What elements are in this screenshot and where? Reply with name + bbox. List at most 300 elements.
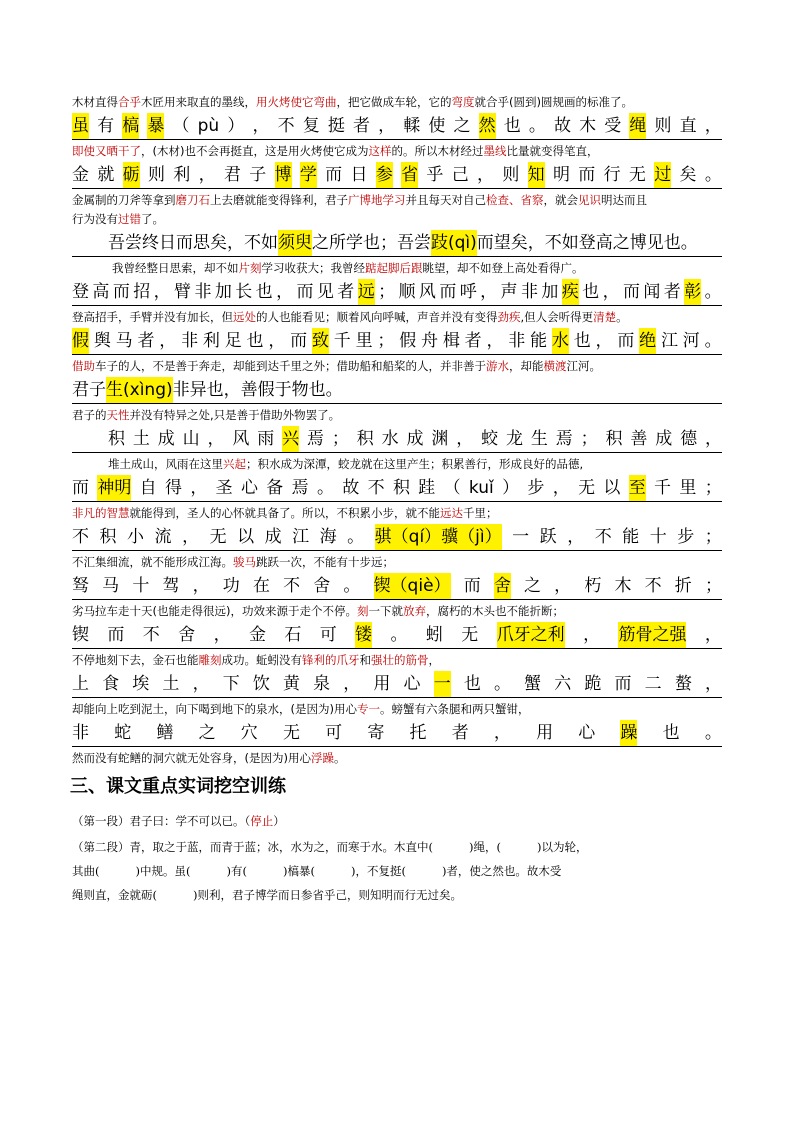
- highlighted-term: 砺: [123, 162, 140, 188]
- char: 者: [451, 723, 469, 743]
- char: 非: [72, 723, 89, 743]
- text: 绳则直，金就砺(: [72, 888, 157, 902]
- original-line: [72, 622, 722, 649]
- char: 行: [603, 165, 621, 185]
- char: 金: [248, 625, 266, 645]
- char: 善: [630, 429, 648, 449]
- char: 泉: [313, 674, 331, 694]
- char: ，: [182, 527, 200, 547]
- char: ，: [198, 165, 216, 185]
- char: 自: [139, 478, 157, 498]
- highlighted-term: 远: [358, 279, 375, 305]
- char: 跃: [539, 527, 557, 547]
- char: 风: [418, 282, 436, 302]
- char: 舟: [421, 331, 438, 351]
- char: 无: [628, 165, 646, 185]
- char: 而: [439, 282, 457, 302]
- char: 里: [355, 331, 373, 351]
- translation-line: [72, 750, 722, 767]
- text: 并且每天对自己: [405, 193, 486, 207]
- key-term: 磨刀石: [175, 193, 210, 207]
- char: ，: [456, 429, 474, 449]
- char: 招: [133, 282, 151, 302]
- highlighted-term: 疾: [562, 279, 579, 305]
- char: 己: [451, 165, 469, 185]
- text: 木材直得: [72, 95, 118, 109]
- char: 蟹: [524, 674, 542, 694]
- text: 君子的: [72, 408, 107, 422]
- char: 备: [266, 478, 284, 498]
- translation-line: [72, 407, 722, 424]
- char: 非: [508, 331, 526, 351]
- key-term: 劲疾: [497, 310, 521, 324]
- char: 小: [127, 527, 145, 547]
- char: 二: [644, 674, 662, 694]
- char: 海: [319, 527, 337, 547]
- char: 有: [97, 116, 115, 136]
- char: 者: [663, 282, 681, 302]
- text: ，就会: [543, 193, 578, 207]
- char: 跬: [418, 478, 436, 498]
- char: 不: [142, 625, 160, 645]
- original-line: [72, 720, 722, 747]
- text: ，: [428, 653, 440, 667]
- highlighted-term: 参: [376, 162, 393, 188]
- original-line: [72, 162, 722, 189]
- char: 。: [704, 331, 722, 351]
- char: 石: [284, 625, 302, 645]
- char: ，: [705, 429, 722, 449]
- key-term: 墨线: [483, 144, 507, 158]
- text: ,但人会听得更: [520, 310, 594, 324]
- char: ，: [190, 478, 208, 498]
- translation-line: [72, 505, 722, 522]
- char: 乎: [426, 165, 444, 185]
- translation-line: [72, 701, 722, 718]
- char: 江: [292, 527, 310, 547]
- exercise-line: [72, 809, 722, 833]
- text: 而望矣，不如登高之博见也。: [476, 233, 698, 253]
- text: 非异也，善假于物也。: [172, 380, 343, 400]
- char: 不: [283, 576, 301, 596]
- char: 螯: [674, 674, 692, 694]
- char: 加: [541, 282, 559, 302]
- text: 。螃蟹有六条腿和两只蟹钳，: [379, 702, 530, 716]
- char: ，: [213, 625, 231, 645]
- char: 跪: [584, 674, 602, 694]
- char: 加: [214, 282, 232, 302]
- char: 十: [132, 576, 150, 596]
- text: 和: [359, 653, 371, 667]
- text: 我曾经整日思索，却不如: [112, 261, 239, 275]
- char: 可: [319, 625, 337, 645]
- char: 而: [296, 282, 314, 302]
- char: 马: [102, 576, 120, 596]
- char: 心: [240, 478, 258, 498]
- char: 。: [704, 165, 722, 185]
- key-term: 踮起脚后跟: [365, 261, 423, 275]
- char: 非: [181, 331, 199, 351]
- highlighted-term: 骐（qí）骥（jì）: [375, 524, 502, 550]
- text: 车子的人，不是善于奔走，却能到达千里之外；借助船和船桨的人，并非善于: [95, 359, 486, 373]
- char: 生: [530, 429, 548, 449]
- key-term: 放弃: [402, 604, 426, 618]
- highlighted-term: 跂(qì): [431, 230, 477, 256]
- text: 行为没有: [72, 212, 118, 226]
- text: ；积水成为深潭，蛟龙就在这里产生；积累善行，形成良好的品德,: [246, 457, 584, 471]
- original-line: [72, 328, 722, 355]
- char: 上: [72, 674, 89, 694]
- char: 下: [222, 674, 240, 694]
- highlighted-term: 省: [401, 162, 418, 188]
- key-term: 清楚: [593, 310, 617, 324]
- key-term: 骏马: [233, 555, 256, 569]
- char: 。: [704, 282, 722, 302]
- key-term: 兴起: [223, 457, 246, 471]
- original-line: [72, 377, 722, 404]
- text: 君子: [72, 380, 106, 400]
- highlighted-term: 水: [552, 328, 569, 354]
- original-line: [72, 475, 722, 502]
- translation-line: [72, 652, 722, 669]
- char: 马: [115, 331, 133, 351]
- text: 江河。: [566, 359, 601, 373]
- char: 而: [325, 165, 343, 185]
- char: 舍: [178, 625, 196, 645]
- char: ；: [704, 576, 722, 596]
- char: 土: [162, 674, 180, 694]
- char: 埃: [132, 674, 150, 694]
- key-term: 见识: [578, 193, 601, 207]
- char: ，: [567, 527, 585, 547]
- char: ，: [493, 723, 511, 743]
- char: 之: [453, 116, 471, 136]
- char: 。: [343, 576, 361, 596]
- char: 楫: [442, 331, 460, 351]
- original-line: [72, 671, 722, 698]
- char: 河: [682, 331, 700, 351]
- char: 矣: [679, 165, 697, 185]
- translation-line: [72, 554, 722, 571]
- text: 了。: [141, 212, 164, 226]
- char: 渊: [431, 429, 449, 449]
- translation-line: [72, 143, 722, 160]
- char: 非: [194, 282, 212, 302]
- char: ，: [252, 116, 270, 136]
- text: 学习收获大；我曾经: [261, 261, 365, 275]
- char: ；: [580, 429, 598, 449]
- key-term: 这样: [368, 144, 392, 158]
- char: 水: [381, 429, 399, 449]
- char: 见: [316, 282, 334, 302]
- char: ；: [377, 331, 395, 351]
- char: 蚓: [425, 625, 443, 645]
- char: ；: [704, 478, 722, 498]
- char: 成: [264, 527, 282, 547]
- char: 朽: [584, 576, 602, 596]
- char: 可: [325, 723, 343, 743]
- translation-line: [72, 309, 722, 326]
- text: （第二段）青，取之于蓝，而青于蓝；冰，水为之，而寒于水。木直中(: [72, 840, 433, 854]
- char: 积: [108, 429, 125, 449]
- char: 江: [660, 331, 678, 351]
- char: ；: [704, 527, 722, 547]
- char: 者: [352, 116, 370, 136]
- char: 不: [367, 478, 385, 498]
- char: 而: [463, 576, 481, 596]
- char: 者: [464, 331, 482, 351]
- char: 风: [232, 429, 250, 449]
- char: 十: [649, 527, 667, 547]
- key-term: 横渡: [543, 359, 567, 373]
- char: 蛇: [114, 723, 132, 743]
- char: 高: [92, 282, 110, 302]
- char: 舍: [313, 576, 331, 596]
- char: ，: [268, 331, 286, 351]
- char: 步: [677, 527, 695, 547]
- char: 驽: [72, 576, 89, 596]
- highlighted-term: 躁: [620, 720, 637, 746]
- char: 而: [622, 282, 640, 302]
- char: ，: [159, 331, 177, 351]
- char: 积: [605, 429, 623, 449]
- text: )中规。虽(: [135, 864, 191, 878]
- char: 金: [72, 165, 89, 185]
- highlighted-term: 绳: [629, 113, 646, 139]
- char: 以: [237, 527, 255, 547]
- highlighted-term: 学: [300, 162, 317, 188]
- char: 心: [578, 723, 596, 743]
- char: ，: [477, 165, 494, 185]
- char: 而: [617, 331, 635, 351]
- char: 无: [209, 527, 227, 547]
- char: 呼: [459, 282, 477, 302]
- char: ；: [331, 429, 349, 449]
- char: ，: [153, 282, 171, 302]
- text: 就能得到，圣人的心怀就具备了。所以，不积累小步，就不能: [129, 506, 440, 520]
- text: )有(: [226, 864, 247, 878]
- text: )槁暴(: [282, 864, 315, 878]
- exercise-line: [72, 883, 722, 907]
- document-page: [72, 92, 722, 909]
- char: ，: [602, 282, 620, 302]
- text: 劣马拉车走十天(也能走得很远)，功效来源于走个不停。: [72, 604, 357, 618]
- char: 假: [399, 331, 417, 351]
- char: （: [443, 478, 461, 498]
- char: 。: [704, 723, 722, 743]
- char: 以: [603, 478, 621, 498]
- key-term: 强壮的筋骨: [371, 653, 429, 667]
- text: （第一段）君子曰：学不可以已。（: [72, 814, 251, 828]
- highlighted-term: 知: [528, 162, 545, 188]
- char: 德: [680, 429, 698, 449]
- key-term: 用火烤使它弯曲: [256, 95, 337, 109]
- char: ，: [552, 478, 570, 498]
- char: 君: [223, 165, 241, 185]
- char: 无: [578, 478, 596, 498]
- key-term: 天性: [106, 408, 130, 422]
- char: 积: [356, 429, 374, 449]
- text: 之所学也；吾尝: [312, 233, 431, 253]
- char: 之: [524, 576, 542, 596]
- highlighted-term: 然: [479, 113, 496, 139]
- highlighted-term: 神明: [97, 475, 131, 501]
- key-term: 即使又晒干了: [72, 144, 141, 158]
- char: 登: [72, 282, 89, 302]
- char: 声: [500, 282, 518, 302]
- char: ，: [480, 282, 498, 302]
- translation-line: [72, 260, 722, 277]
- key-term: 远达: [440, 506, 463, 520]
- char: 不: [277, 116, 295, 136]
- char: 也: [662, 723, 680, 743]
- key-term: 刻: [356, 604, 369, 618]
- char: 也: [255, 282, 273, 302]
- char: 能: [622, 527, 640, 547]
- highlighted-term: 爪牙之利: [497, 622, 565, 648]
- char: 食: [102, 674, 120, 694]
- char: 焉: [555, 429, 573, 449]
- char: 积: [99, 527, 117, 547]
- char: 圣: [215, 478, 233, 498]
- char: ，: [583, 625, 601, 645]
- key-term: 浮躁: [310, 751, 334, 765]
- char: （: [172, 116, 190, 136]
- char: 足: [224, 331, 242, 351]
- text: 然而没有蛇鳝的洞穴就无处容身，(是因为)用心: [72, 751, 311, 765]
- key-term: 检查、省察: [486, 193, 544, 207]
- text: 一下就: [368, 604, 403, 618]
- char: 木: [579, 116, 597, 136]
- char: 用: [536, 723, 554, 743]
- char: ，: [343, 674, 361, 694]
- highlighted-term: 须臾: [278, 230, 312, 256]
- text: 千里；: [463, 506, 498, 520]
- char: 而: [578, 165, 596, 185]
- char: 明: [552, 165, 570, 185]
- key-term: 合乎: [118, 95, 141, 109]
- char: 不: [644, 576, 662, 596]
- char: 千: [333, 331, 351, 351]
- char: 受: [604, 116, 622, 136]
- char: 在: [252, 576, 270, 596]
- char: 成: [406, 429, 424, 449]
- char: ，: [192, 674, 210, 694]
- char: 利: [202, 331, 220, 351]
- key-term: 锋利的爪牙: [302, 653, 360, 667]
- key-term: 非凡的智慧: [72, 506, 130, 520]
- text: 。: [616, 310, 628, 324]
- char: 成: [655, 429, 673, 449]
- char: 无: [461, 625, 479, 645]
- char: 輮: [403, 116, 421, 136]
- translation-line: [72, 192, 722, 209]
- char: 得: [164, 478, 182, 498]
- char: 而: [72, 478, 89, 498]
- highlighted-term: 生(xìng): [106, 377, 173, 403]
- char: 故: [553, 116, 571, 136]
- key-term: 借助: [72, 359, 95, 373]
- char: 顺: [398, 282, 416, 302]
- char: 折: [674, 576, 692, 596]
- text: 吾尝终日而思矣，不如: [108, 233, 278, 253]
- char: 托: [409, 723, 427, 743]
- text: ，把它做成车轮，它的: [336, 95, 452, 109]
- char: 臂: [174, 282, 192, 302]
- char: 里: [679, 478, 697, 498]
- text: 堆土成山，风雨在这里: [108, 457, 223, 471]
- char: 饮: [252, 674, 270, 694]
- highlighted-term: 兴: [282, 426, 299, 452]
- char: 龙: [506, 429, 523, 449]
- char: 一: [512, 527, 530, 547]
- char: 黄: [282, 674, 300, 694]
- char: ，: [704, 674, 722, 694]
- char: 千: [654, 478, 672, 498]
- highlighted-term: 一: [434, 671, 451, 697]
- char: ，: [486, 331, 504, 351]
- highlighted-term: 假: [72, 328, 89, 354]
- char: 流: [154, 527, 172, 547]
- char: 直: [679, 116, 697, 136]
- section-heading: 三、课文重点实词挖空训练: [70, 776, 286, 797]
- original-line: [72, 279, 722, 306]
- text: 并没有特异之处,只是善于借助外物罢了。: [129, 408, 341, 422]
- exercise-line: [72, 835, 722, 859]
- char: 利: [173, 165, 191, 185]
- text: 不汇集细流，就不能形成江海。: [72, 555, 233, 569]
- char: 蛟: [481, 429, 499, 449]
- char: 也: [246, 331, 264, 351]
- char: 寄: [367, 723, 385, 743]
- text: 跳跃一次，不能有十步远；: [256, 555, 394, 569]
- char: ，: [276, 282, 294, 302]
- char: 焉: [291, 478, 309, 498]
- highlighted-term: 暴: [147, 113, 164, 139]
- highlighted-term: 过: [654, 162, 671, 188]
- highlighted-term: 致: [312, 328, 329, 354]
- key-term: 远处: [233, 310, 256, 324]
- original-line: [72, 573, 722, 600]
- key-term: 广博地学习: [348, 193, 406, 207]
- text: 金属制的刀斧等拿到: [72, 193, 176, 207]
- char: 子: [249, 165, 267, 185]
- exercise-paragraph: [72, 835, 722, 907]
- char: 成: [157, 429, 175, 449]
- char: 就: [97, 165, 115, 185]
- char: 锲: [72, 625, 89, 645]
- highlighted-term: 筋骨之强: [618, 622, 686, 648]
- char: 用: [373, 674, 391, 694]
- char: 功: [222, 576, 240, 596]
- text: 成功。蚯蚓没有: [221, 653, 302, 667]
- char: 而: [290, 331, 308, 351]
- char: ，: [192, 576, 210, 596]
- char: 山: [182, 429, 200, 449]
- char: ，: [378, 116, 396, 136]
- text: 上去磨就能变得锋利，君子: [210, 193, 348, 207]
- char: 而: [112, 282, 130, 302]
- char: 雨: [257, 429, 275, 449]
- text: 其曲(: [72, 864, 100, 878]
- char: 鳝: [156, 723, 174, 743]
- text: ，(木材)也不会再挺直，这是用火烤使它成为: [141, 144, 369, 158]
- char: 者: [137, 331, 155, 351]
- char: kuǐ: [468, 478, 494, 498]
- char: 长: [235, 282, 253, 302]
- char: 使: [428, 116, 446, 136]
- highlighted-term: 锲（qiè）: [374, 573, 451, 599]
